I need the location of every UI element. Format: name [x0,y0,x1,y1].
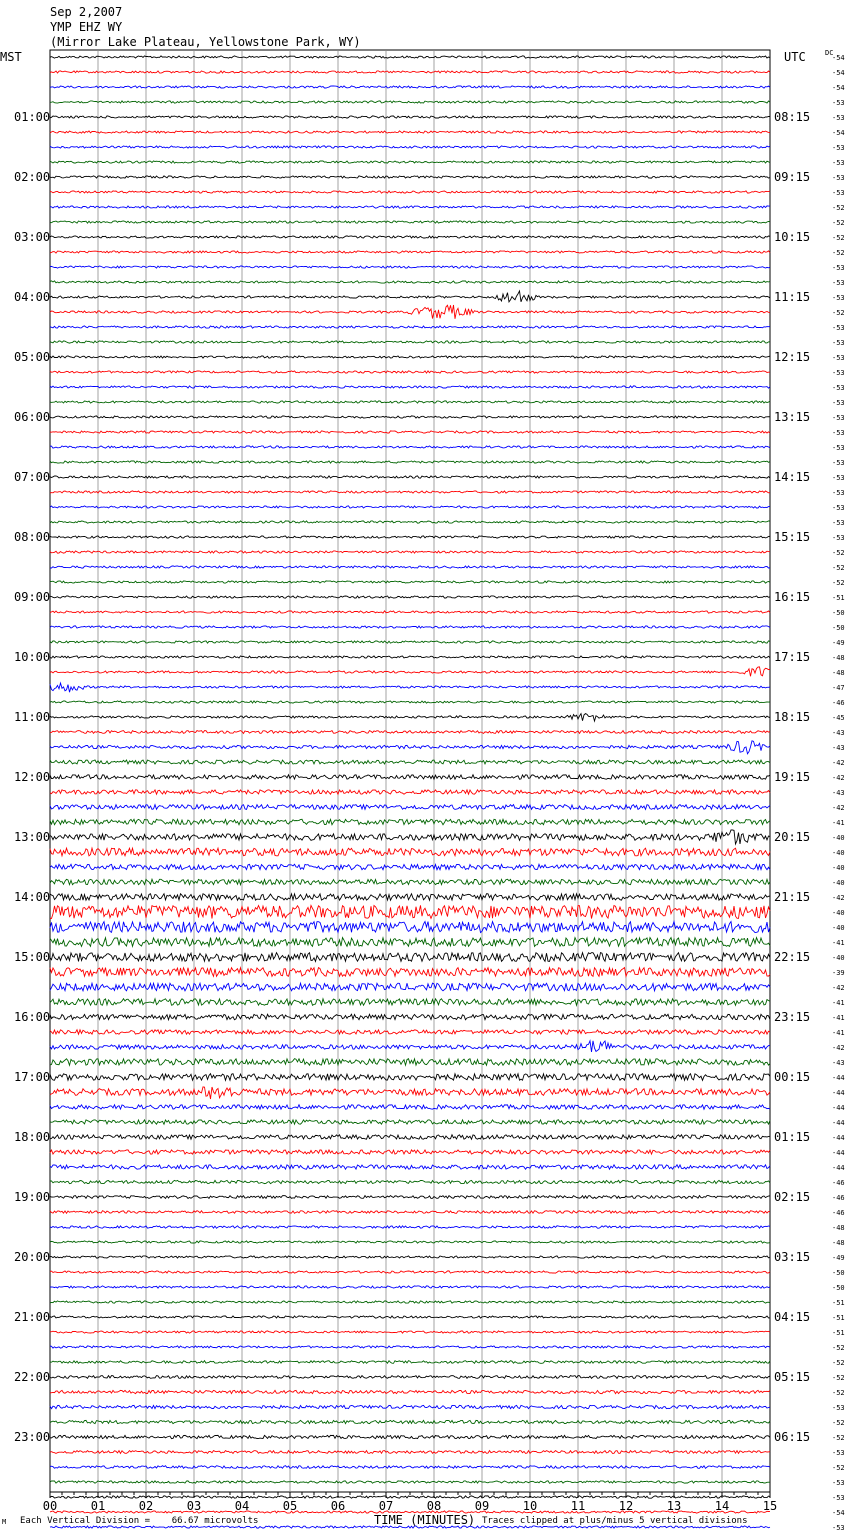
dc-offset-label: -44 [832,1104,845,1112]
utc-hour-label: 00:15 [774,1070,811,1084]
dc-offset-label: -39 [832,969,845,977]
dc-offset-label: -42 [832,984,845,992]
mst-hour-label: 04:00 [14,290,51,304]
trace-line [50,266,770,268]
dc-offset-label: -52 [832,234,845,242]
trace-line [50,476,770,478]
dc-offset-label: -53 [832,159,845,167]
dc-offset-label: -47 [832,684,845,692]
footer-mark: M [2,1518,7,1526]
dc-offset-label: -52 [832,309,845,317]
trace-line [50,714,770,722]
dc-offset-label: -52 [832,204,845,212]
dc-offset-label: -48 [832,1239,845,1247]
x-tick-label: 12 [618,1499,634,1513]
trace-line [50,1074,770,1081]
dc-offset-label: -53 [832,399,845,407]
x-tick-label: 11 [570,1499,586,1513]
trace-line [50,1120,770,1124]
dc-offset-label: -44 [832,1119,845,1127]
trace-line [50,760,770,764]
trace-line [50,1435,770,1438]
dc-offset-label: -53 [832,324,845,332]
trace-line [50,1014,770,1019]
x-tick-label: 10 [522,1499,538,1513]
dc-offset-label: -52 [832,249,845,257]
x-tick-label: 01 [90,1499,106,1513]
traces-group [50,56,770,1534]
dc-offset-label: -53 [832,1524,845,1532]
utc-hour-label: 01:15 [774,1130,811,1144]
trace-line [50,790,770,794]
utc-hour-label: 13:15 [774,410,811,424]
utc-hour-label: 22:15 [774,950,811,964]
station-location: (Mirror Lake Plateau, Yellowstone Park, WY) [50,35,361,49]
x-tick-label: 00 [42,1499,58,1513]
dc-offset-label: -52 [832,564,845,572]
trace-line [50,1196,770,1199]
x-axis-label: TIME (MINUTES) [374,1513,476,1527]
trace-line [50,701,770,703]
dc-offset-label: -52 [832,1374,845,1382]
trace-line [50,1041,770,1052]
trace-line [50,1271,770,1273]
mst-hour-label: 03:00 [14,230,51,244]
utc-hour-label: 21:15 [774,890,811,904]
dc-offset-label: -52 [832,1434,845,1442]
trace-line [50,446,770,448]
utc-hour-label: 02:15 [774,1190,811,1204]
dc-offset-label: -53 [832,384,845,392]
x-tick-label: 04 [234,1499,250,1513]
dc-offset-label: -51 [832,594,845,602]
trace-line [50,116,770,118]
mst-hour-label: 01:00 [14,110,51,124]
utc-hour-label: 17:15 [774,650,811,664]
dc-offset-label: -42 [832,759,845,767]
dc-offset-label: -40 [832,954,845,962]
dc-offset-label: -53 [832,504,845,512]
dc-offset-label: -53 [832,114,845,122]
trace-line [50,848,770,856]
vertical-division-note: Each Vertical Division = 66.67 microvolts [20,1516,259,1526]
dc-offset-label: -52 [832,1359,845,1367]
dc-offset-label: -53 [832,264,845,272]
trace-line [50,131,770,133]
trace-line [50,1165,770,1169]
trace-line [50,1466,770,1469]
mst-hour-label: 05:00 [14,350,51,364]
trace-line [50,775,770,779]
mst-hour-label: 15:00 [14,950,51,964]
dc-offset-label: -52 [832,1389,845,1397]
dc-offset-label: -46 [832,1194,845,1202]
dc-offset-label: -49 [832,639,845,647]
utc-hour-label: 23:15 [774,1010,811,1024]
trace-line [50,401,770,403]
dc-offset-label: -52 [832,1344,845,1352]
dc-offset-label: -48 [832,1224,845,1232]
mst-hour-label: 11:00 [14,710,51,724]
trace-line [50,1256,770,1258]
trace-line [50,161,770,163]
trace-line [50,1316,770,1318]
dc-offset-label: -53 [832,1449,845,1457]
trace-line [50,1030,770,1034]
trace-line [50,1226,770,1228]
trace-line [50,731,770,734]
trace-line [50,326,770,328]
trace-line [50,894,770,901]
trace-line [50,386,770,388]
trace-line [50,71,770,73]
dc-offset-label: -51 [832,1314,845,1322]
trace-line [50,938,770,947]
dc-offset-label: -53 [832,1479,845,1487]
mst-hour-label: 16:00 [14,1010,51,1024]
trace-line [50,1331,770,1333]
dc-offset-label: -49 [832,1254,845,1262]
dc-offset-label: -44 [832,1074,845,1082]
trace-line [50,221,770,223]
trace-line [50,191,770,193]
trace-line [50,86,770,88]
trace-line [50,236,770,238]
utc-hour-label: 20:15 [774,830,811,844]
mst-hour-label: 17:00 [14,1070,51,1084]
trace-line [50,1376,770,1379]
dc-offset-label: -43 [832,1059,845,1067]
dc-label: DC [825,49,834,57]
trace-line [50,1301,770,1303]
dc-offset-label: -53 [832,489,845,497]
trace-line [50,1059,770,1066]
trace-line [50,491,770,493]
dc-offset-label: -44 [832,1164,845,1172]
mst-hour-label: 14:00 [14,890,51,904]
utc-hour-label: 09:15 [774,170,811,184]
x-tick-label: 08 [426,1499,442,1513]
dc-offset-label: -53 [832,144,845,152]
dc-offset-label: -50 [832,1284,845,1292]
dc-offset-label: -53 [832,444,845,452]
dc-offset-label: -42 [832,894,845,902]
trace-line [50,1405,770,1408]
utc-hour-label: 15:15 [774,530,811,544]
dc-offset-label: -52 [832,219,845,227]
dc-offset-label: -46 [832,699,845,707]
utc-hour-label: 18:15 [774,710,811,724]
utc-hour-label: 08:15 [774,110,811,124]
utc-hour-label: 06:15 [774,1430,811,1444]
trace-line [50,1451,770,1454]
trace-line [50,1180,770,1183]
mst-hour-label: 06:00 [14,410,51,424]
trace-line [50,56,770,58]
utc-hour-label: 05:15 [774,1370,811,1384]
dc-offset-label: -43 [832,789,845,797]
dc-offset-label: -51 [832,1329,845,1337]
utc-hour-label: 19:15 [774,770,811,784]
trace-line [50,626,770,628]
trace-line [50,291,770,302]
plot-date: Sep 2,2007 [50,5,123,19]
trace-line [50,596,770,598]
utc-hour-label: 11:15 [774,290,811,304]
dc-offset-label: -48 [832,669,845,677]
x-tick-label: 13 [666,1499,682,1513]
dc-offset-label: -44 [832,1149,845,1157]
trace-line [50,146,770,148]
trace-line [50,566,770,568]
dc-offset-label: -54 [832,84,845,92]
trace-line [50,1346,770,1348]
mst-axis-label: MST [0,50,22,64]
trace-line [50,667,770,676]
dc-offset-label: -41 [832,819,845,827]
dc-offset-label: -53 [832,369,845,377]
dc-offset-label: -50 [832,1269,845,1277]
x-tick-label: 02 [138,1499,154,1513]
dc-offset-label: -53 [832,534,845,542]
trace-line [50,281,770,283]
trace-line [50,251,770,253]
trace-line [50,506,770,508]
dc-offset-label: -46 [832,1209,845,1217]
dc-offset-label: -53 [832,429,845,437]
mst-hour-label: 08:00 [14,530,51,544]
dc-offset-label: -41 [832,999,845,1007]
dc-offset-label: -53 [832,474,845,482]
utc-hour-label: 04:15 [774,1310,811,1324]
dc-offset-label: -40 [832,864,845,872]
dc-offset-label: -42 [832,804,845,812]
trace-line [50,551,770,553]
dc-offset-label: -52 [832,1419,845,1427]
mst-hour-label: 21:00 [14,1310,51,1324]
x-tick-label: 09 [474,1499,490,1513]
x-tick-label: 14 [714,1499,730,1513]
x-tick-label: 07 [378,1499,394,1513]
dc-offset-label: -53 [832,294,845,302]
dc-offset-label: -41 [832,1029,845,1037]
trace-line [50,983,770,991]
dc-offset-label: -45 [832,714,845,722]
trace-line [50,305,770,319]
dc-offset-label: -52 [832,1464,845,1472]
dc-offset-label: -50 [832,624,845,632]
dc-offset-label: -40 [832,849,845,857]
trace-line [50,521,770,523]
trace-line [50,830,770,844]
dc-offset-label: -53 [832,1494,845,1502]
x-tick-label: 03 [186,1499,202,1513]
dc-offset-label: -41 [832,939,845,947]
dc-offset-label: -46 [832,1179,845,1187]
trace-line [50,1135,770,1139]
utc-hour-label: 10:15 [774,230,811,244]
x-tick-label: 05 [282,1499,298,1513]
dc-offset-label: -53 [832,459,845,467]
trace-line [50,536,770,538]
trace-line [50,1087,770,1099]
trace-line [50,864,770,869]
dc-offset-label: -48 [832,654,845,662]
dc-offset-label: -40 [832,834,845,842]
trace-line [50,683,770,692]
dc-offset-label: -52 [832,549,845,557]
dc-offset-label: -53 [832,339,845,347]
station-code: YMP EHZ WY [50,20,123,34]
trace-line [50,879,770,884]
trace-line [50,741,770,754]
dc-offset-label: -53 [832,189,845,197]
dc-offset-label: -53 [832,99,845,107]
mst-hour-label: 13:00 [14,830,51,844]
trace-line [50,581,770,583]
mst-hour-label: 09:00 [14,590,51,604]
utc-hour-label: 12:15 [774,350,811,364]
dc-offset-label: -40 [832,909,845,917]
trace-line [50,1211,770,1214]
trace-line [50,1361,770,1364]
mst-hour-label: 20:00 [14,1250,51,1264]
dc-offset-label: -44 [832,1134,845,1142]
dc-offset-label: -54 [832,1509,845,1517]
mst-hour-label: 07:00 [14,470,51,484]
dc-offset-label: -52 [832,579,845,587]
trace-line [50,461,770,463]
trace-line [50,101,770,103]
x-tick-label: 06 [330,1499,346,1513]
trace-line [50,176,770,178]
trace-line [50,641,770,643]
trace-line [50,371,770,373]
trace-line [50,1420,770,1423]
trace-line [50,416,770,418]
trace-line [50,968,770,977]
trace-line [50,1496,770,1498]
mst-hour-label: 19:00 [14,1190,51,1204]
dc-offset-label: -41 [832,1014,845,1022]
trace-line [50,922,770,933]
utc-hour-label: 14:15 [774,470,811,484]
mst-hour-label: 23:00 [14,1430,51,1444]
mst-hour-label: 18:00 [14,1130,51,1144]
dc-offset-label: -40 [832,879,845,887]
utc-axis-label: UTC [784,50,806,64]
utc-hour-label: 03:15 [774,1250,811,1264]
dc-offset-label: -53 [832,354,845,362]
dc-offset-label: -54 [832,69,845,77]
trace-line [50,1105,770,1109]
dc-offset-label: -50 [832,609,845,617]
dc-offset-label: -43 [832,729,845,737]
dc-offset-label: -53 [832,414,845,422]
dc-offset-label: -54 [832,54,845,62]
clip-note: Traces clipped at plus/minus 5 vertical divisions [482,1516,748,1526]
x-tick-label: 15 [762,1499,778,1513]
trace-line [50,611,770,613]
mst-hour-label: 02:00 [14,170,51,184]
trace-line [50,206,770,208]
mst-hour-label: 22:00 [14,1370,51,1384]
trace-line [50,656,770,658]
trace-line [50,1150,770,1154]
dc-offset-label: -43 [832,744,845,752]
mst-hour-label: 12:00 [14,770,51,784]
dc-offset-label: -53 [832,174,845,182]
trace-line [50,999,770,1006]
dc-offset-label: -51 [832,1299,845,1307]
mst-hour-label: 10:00 [14,650,51,664]
trace-line [50,1286,770,1288]
dc-offset-label: -40 [832,924,845,932]
trace-line [50,431,770,433]
dc-offset-label: -53 [832,279,845,287]
trace-line [50,953,770,962]
trace-line [50,356,770,358]
utc-hour-label: 16:15 [774,590,811,604]
dc-offset-label: -42 [832,774,845,782]
trace-line [50,805,770,810]
dc-offset-label: -53 [832,1404,845,1412]
trace-line [50,1390,770,1393]
dc-offset-label: -44 [832,1089,845,1097]
trace-line [50,1241,770,1243]
dc-offset-label: -54 [832,129,845,137]
trace-line [50,341,770,343]
dc-offset-label: -42 [832,1044,845,1052]
trace-line [50,905,770,918]
trace-line [50,1481,770,1483]
dc-offset-label: -53 [832,519,845,527]
trace-line [50,819,770,824]
